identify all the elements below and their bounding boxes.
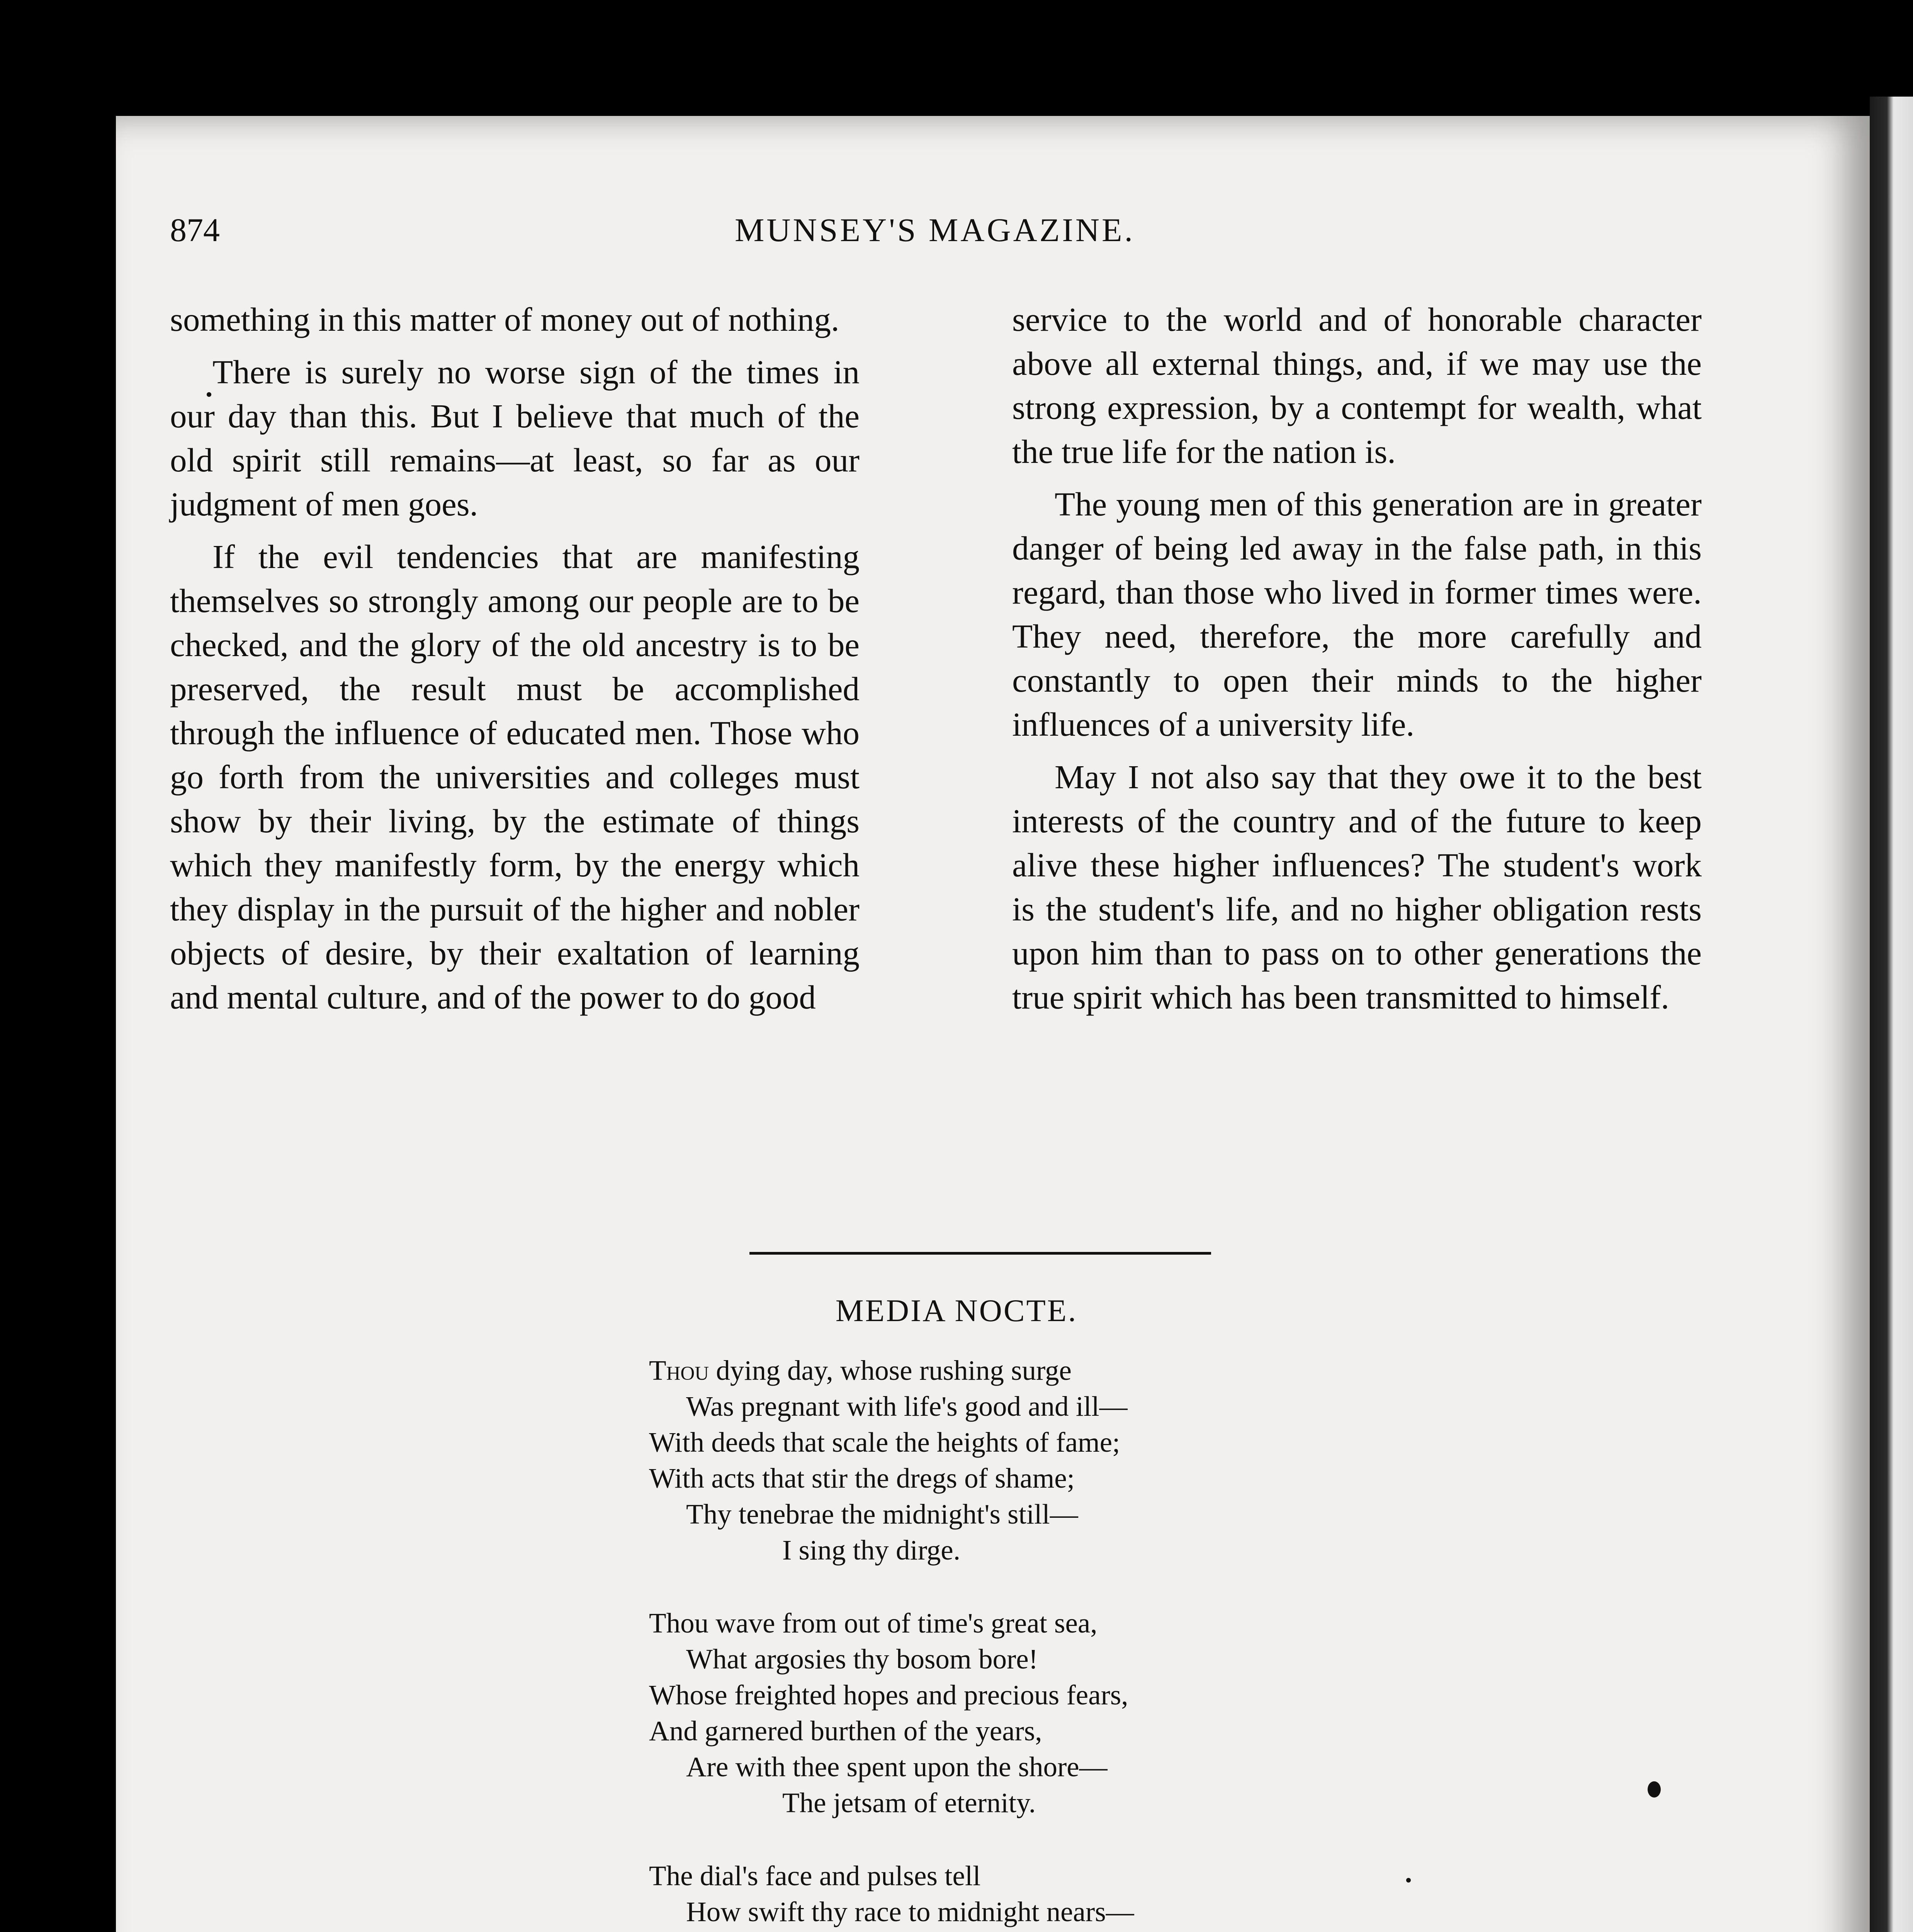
- ink-speck: [1648, 1781, 1661, 1798]
- poem-line: Whose freighted hopes and precious fears,: [649, 1679, 1128, 1711]
- page-number: 874: [170, 211, 220, 248]
- poem-line: With deeds that scale the heights of fame;: [649, 1427, 1120, 1458]
- poem-line: How swift thy race to midnight nears—: [686, 1896, 1134, 1927]
- poem-line: With acts that stir the dregs of shame;: [649, 1463, 1075, 1494]
- poem-line: Are with thee spent upon the shore—: [686, 1751, 1108, 1782]
- poem-title: MEDIA NOCTE.: [835, 1293, 1078, 1328]
- poem-stanza: [649, 1858, 1576, 1932]
- poem-line: Thou dying day, whose rushing surge: [649, 1355, 1072, 1386]
- poem-line: Thy tenebrae the midnight's still—: [686, 1498, 1078, 1530]
- page-header: [170, 211, 1700, 257]
- paragraph: If the evil tendencies that are manifesting themselves so strongly among our people are to be checked, and the glory of the old ancestry is to be preserved, the result must be accomplished through the influence of educated men. Those who go forth from the universities and colleges must show by their living, by the estimate of things which they manifestly form, by the energy which they display in the pursuit of the higher and nobler objects of desire, by their exaltation of learning and mental culture, and of the power to do good: [170, 538, 860, 1016]
- paragraph: May I not also say that they owe it to the best interests of the country and of the future to keep alive these higher influences? The student's work is the student's life, and no higher obligation rests upon him than to pass on to other generations the true spirit which has been transmitted to himself.: [1012, 758, 1702, 1016]
- poem-line: Was pregnant with life's good and ill—: [686, 1391, 1128, 1422]
- paragraph: The young men of this generation are in greater danger of being led away in the false path, in this regard, than those who lived in former times were. They need, therefore, the more carefully and constantly to open their minds to the higher influences of a university life.: [1012, 485, 1702, 743]
- poem-stanza: [649, 1352, 1576, 1568]
- poem-line: [649, 1930, 1576, 1932]
- section-divider: [749, 1252, 1211, 1255]
- poem-line: The dial's face and pulses tell: [649, 1860, 981, 1891]
- paragraph: There is surely no worse sign of the times in our day than this. But I believe that much of the old spirit still remains—at least, so far as our judgment of men goes.: [170, 353, 860, 523]
- paragraph: something in this matter of money out of nothing.: [170, 301, 839, 338]
- left-column: [170, 298, 860, 1019]
- right-column: [1012, 298, 1702, 1019]
- poem-stanza: [649, 1605, 1576, 1821]
- paragraph: service to the world and of honorable character above all external things, and, if we may use the strong expression, by a contempt for wealth, what the true life for the nation is.: [1012, 301, 1702, 470]
- poem-line: The jetsam of eternity.: [782, 1787, 1036, 1818]
- ink-speck: [207, 392, 211, 397]
- poem-line: What argosies thy bosom bore!: [686, 1643, 1038, 1675]
- next-page-edge: [1870, 97, 1913, 1932]
- poem-body: [649, 1352, 1576, 1932]
- poem-line: Thou wave from out of time's great sea,: [649, 1607, 1098, 1639]
- magazine-title: MUNSEY'S MAGAZINE.: [734, 211, 1135, 248]
- poem-line: And garnered burthen of the years,: [649, 1715, 1042, 1747]
- ink-speck: [1406, 1878, 1411, 1883]
- poem-line: I sing thy dirge.: [782, 1534, 960, 1566]
